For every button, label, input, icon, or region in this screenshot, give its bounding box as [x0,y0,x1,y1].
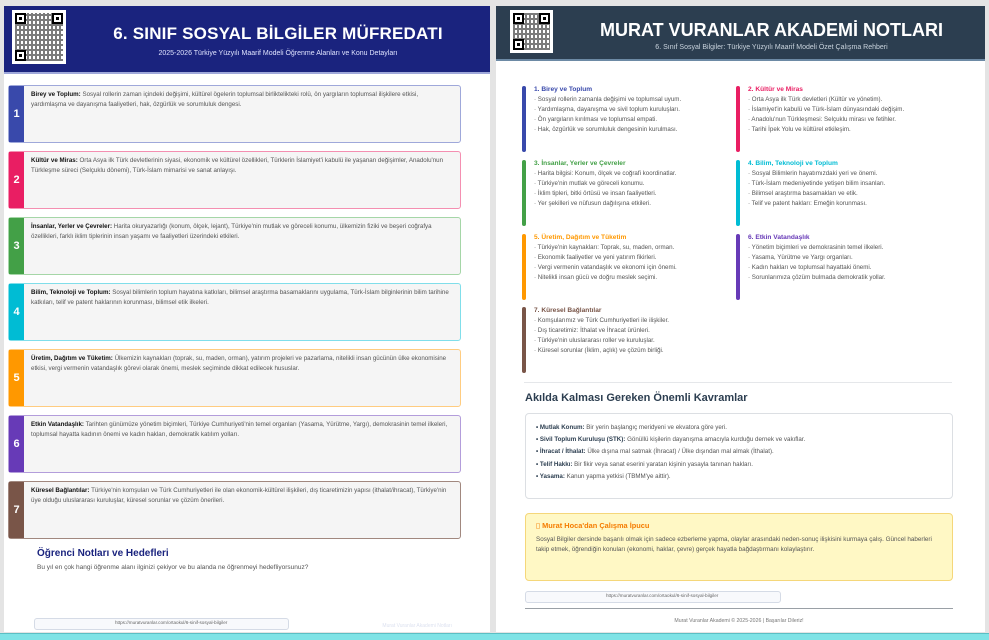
topic-title: 5. Üretim, Dağıtım ve Tüketim [534,234,627,241]
card-number: 4 [9,284,24,340]
curriculum-page [4,6,490,632]
topic-item: · Ekonomik faaliyetler ve yeni yatırım fikirleri. [534,254,657,261]
color-bar [736,86,740,152]
topic-item: · Dış ticaretimiz: İthalat ve İhracat ürünleri. [534,327,650,334]
url-link[interactable]: https://muratvuranlar.com/ortaokul/6-sinif-sosyal-bilgiler [525,591,781,603]
learning-area-card [8,85,461,143]
study-tip-title: ▯ Murat Hoca'dan Çalışma İpucu [536,521,650,530]
student-notes-title: Öğrenci Notları ve Hedefleri [37,548,169,559]
topic-item: · Türkiye'nin mutlak ve göreceli konumu. [534,180,645,187]
color-bar [522,234,526,300]
concept-item: • Sivil Toplum Kuruluşu (STK): Gönüllü kişilerin dayanışma amacıyla kurduğu dernek ve vakıflar. [536,436,806,444]
topic-item: · Hak, özgürlük ve sorumluluk dengesinin kurulması. [534,126,678,133]
concept-item: • Yasama: Kanun yapma yetkisi (TBMM'ye aittir). [536,472,671,480]
study-tip-box [525,513,953,581]
card-number: 7 [9,482,24,538]
learning-area-card [8,283,461,341]
topic-item: · Sorunlarımıza çözüm bulmada demokratik yollar. [748,274,886,281]
page-title: MURAT VURANLAR AKADEMİ NOTLARI [600,20,943,40]
topic-item: · Bilimsel araştırma basamakları ve etik. [748,190,858,197]
color-bar [736,234,740,300]
summary-page [496,6,985,632]
topic-item: · Yer şekilleri ve nüfusun dağılışına etkileri. [534,200,651,207]
card-number: 2 [9,152,24,208]
card-text: Türkiye'nin komşuları ve Türk Cumhuriyetleri ile olan ekonomik-kültürel ilişkileri, dış ticaretimizin yapısı (ithalat/ihracat), Türkiye'nin üye olduğu uluslararası kuruluşlar, küresel sorunlar ve çözüm önerileri. [31,487,447,504]
topic-item: · Sosyal Bilimlerin hayatımızdaki yeri ve önemi. [748,170,878,177]
learning-area-card [8,415,461,473]
topic-item: · Anadolu'nun Türkleşmesi: Selçuklu mirası ve fetihler. [748,116,896,123]
page-title: 6. SINIF SOSYAL BİLGİLER MÜFREDATI [113,24,443,43]
card-number: 3 [9,218,24,274]
topic-summary [522,234,732,300]
page-header [496,6,985,61]
card-title: Üretim, Dağıtım ve Tüketim: [31,355,113,362]
topic-summary [736,160,946,226]
topic-item: · Yönetim biçimleri ve demokrasinin temel ilkeleri. [748,244,884,251]
topic-summary [522,86,732,152]
topic-title: 1. Birey ve Toplum [534,86,593,93]
card-title: Küresel Bağlantılar: [31,487,90,494]
topic-item: · Kadın hakları ve toplumsal hayattaki önemi. [748,264,872,271]
page-subtitle: 6. Sınıf Sosyal Bilgiler: Türkiye Yüzyılı Maarif Modeli Özet Çalışma Rehberi [655,44,888,51]
topic-title: 6. Etkin Vatandaşlık [748,234,810,241]
topic-item: · Türkiye'nin uluslararası roller ve kuruluşlar. [534,337,655,344]
topic-item: · Türk-İslam medeniyetinde yetişen bilim insanları. [748,180,886,187]
topic-item: · Harita bilgisi: Konum, ölçek ve coğrafi koordinatlar. [534,170,677,177]
topic-item: · İslamiyet'in kabulü ve Türk-İslam dünyasındaki değişim. [748,106,905,113]
color-bar [736,160,740,226]
card-title: Etkin Vatandaşlık: [31,421,84,428]
learning-area-card [8,481,461,539]
topic-item: · Ön yargıların kırılması ve toplumsal empati. [534,116,658,123]
card-text: Orta Asya ilk Türk devletlerinin siyasi, ekonomik ve kültürel özellikleri, Türklerin İslamiyet'i kabulü ile yaşanan değişimler, Anadolu'nun Türkleşme süreci (Selçuklu dönemi), Türk-İslam mimarisi ve sanat anlayışı. [31,157,444,174]
card-title: Bilim, Teknoloji ve Toplum: [31,289,111,296]
topic-item: · Orta Asya ilk Türk devletleri (Kültür ve yönetim). [748,96,883,103]
concept-item: • Mutlak Konum: Bir yerin başlangıç meridyeni ve ekvatora göre yeri. [536,424,727,431]
qr-code-icon [510,10,553,53]
topic-item: · Yardımlaşma, dayanışma ve sivil toplum kuruluşları. [534,106,680,113]
footer-divider [525,608,953,609]
topic-title: 3. İnsanlar, Yerler ve Çevreler [534,160,626,167]
topic-item: · Türkiye'nin kaynakları: Toprak, su, maden, orman. [534,244,675,251]
topic-item: · Sosyal rollerin zamanla değişimi ve toplumsal uyum. [534,96,682,103]
learning-area-card [8,217,461,275]
card-text: Ülkemizin kaynakları (toprak, su, maden, orman), yatırım projeleri ve pazarlama, nitelikli insan gücünün ülke ekonomisine etkisi, vergi vermenin vatandaşlık görevi olarak önemi, meslek seçiminde dikkat edilecek hususlar. [31,355,447,372]
learning-area-card [8,151,461,209]
color-bar [522,307,526,373]
concept-item: • İhracat / İthalat: Ülke dışına mal satmak (İhracat) / Ülke dışından mal almak (İthalat). [536,448,774,456]
page-subtitle: 2025-2026 Türkiye Yüzyılı Maarif Modeli Öğrenme Alanları ve Konu Detayları [158,50,398,57]
student-notes-question: Bu yıl en çok hangi öğrenme alanı ilginizi çekiyor ve bu alanda ne öğrenmeyi hedefliyorsunuz? [37,564,309,571]
concepts-title: Akılda Kalması Gereken Önemli Kavramlar [525,392,748,404]
card-text: Sosyal bilimlerin toplum hayatına katkıları, bilimsel araştırma basamaklarını uygulama, Türk-İslam bilginlerinin bilim tarihine katkıları, telif ve patent haklarının korunması, bilimsel etik ilkeleri. [31,289,449,306]
topic-title: 2. Kültür ve Miras [748,86,803,93]
topic-item: · İklim tipleri, bitki örtüsü ve insan faaliyetleri. [534,190,657,197]
card-number: 6 [9,416,24,472]
card-title: Birey ve Toplum: [31,91,81,98]
color-bar [522,86,526,152]
brand-watermark: Murat Vuranlar Akademi Notları [382,623,452,629]
concept-item: • Telif Hakkı: Bir fikir veya sanat eserini yaratan kişinin yasayla tanınan hakları. [536,460,753,468]
card-title: İnsanlar, Yerler ve Çevreler: [31,223,113,230]
topic-item: · Komşularımız ve Türk Cumhuriyetleri ile ilişkiler. [534,317,670,324]
card-number: 1 [9,86,24,142]
qr-code-icon [12,10,66,64]
topic-title: 7. Küresel Bağlantılar [534,307,602,314]
topic-summary [736,86,946,152]
topic-item: · Telif ve patent hakları: Emeğin korunması. [748,200,867,207]
card-title: Kültür ve Miras: [31,157,78,164]
topic-summary [522,307,732,373]
card-text: Harita okuryazarlığı (konum, ölçek, lejant), Türkiye'nin mutlak ve göreceli konumu, ülkemizin fiziki ve beşeri coğrafya özellikleri, farklı iklim tiplerinin insan yaşamı ve faaliyetleri üzerindeki etkileri. [31,223,432,240]
topic-item: · Yasama, Yürütme ve Yargı organları. [748,254,853,261]
card-text: Sosyal rollerin zaman içindeki değişimi, kültürel ögelerin toplumsal birliktelikteki rolü, ön yargıların toplumsal ilişkilere etkisi, yardımlaşma ve dayanışma faaliyetleri, hak, özgürlük ve sorumluluk dengesi. [31,91,419,108]
topic-item: · Nitelikli insan gücü ve doğru meslek seçimi. [534,274,658,281]
learning-area-list [8,85,461,547]
concepts-box [525,413,953,499]
learning-area-card [8,349,461,407]
topic-item: · Tarihi İpek Yolu ve kültürel etkileşim. [748,126,851,133]
topic-summary [522,160,732,226]
color-bar [522,160,526,226]
footer-text: Murat Vuranlar Akademi © 2025-2026 | Başarılar Dileriz! [674,618,804,624]
section-divider [524,382,952,383]
card-text: Tarihten günümüze yönetim biçimleri, Türkiye Cumhuriyeti'nin temel organları (Yasama, Yürütme, Yargı), demokrasinin temel ilkeleri, toplumsal hayatta kadının önemi ve kadın hakları, demokratik katılım yolları. [31,421,448,438]
url-link[interactable]: https://muratvuranlar.com/ortaokul/6-sinif-sosyal-bilgiler [34,618,289,630]
topic-item: · Küresel sorunlar (İklim, açlık) ve çözüm birliği. [534,347,664,354]
page-header [4,6,490,74]
study-tip-text: Sosyal Bilgiler dersinde başarılı olmak için sadece ezberleme yapma, olaylar arasındaki neden-sonuç ilişkisini kurmaya çalış. Güncel haberleri takip etmek, öğrendiğin konuları (ekonomi, haklar, çevre) gerçek hayatla bağdaştırmanı kolaylaştırır. [536,536,932,554]
topic-title: 4. Bilim, Teknoloji ve Toplum [748,160,838,167]
card-number: 5 [9,350,24,406]
bottom-scroll-bar [0,633,989,640]
topic-item: · Vergi vermenin vatandaşlık ve ekonomi için önemi. [534,264,677,271]
topic-summary [736,234,946,300]
